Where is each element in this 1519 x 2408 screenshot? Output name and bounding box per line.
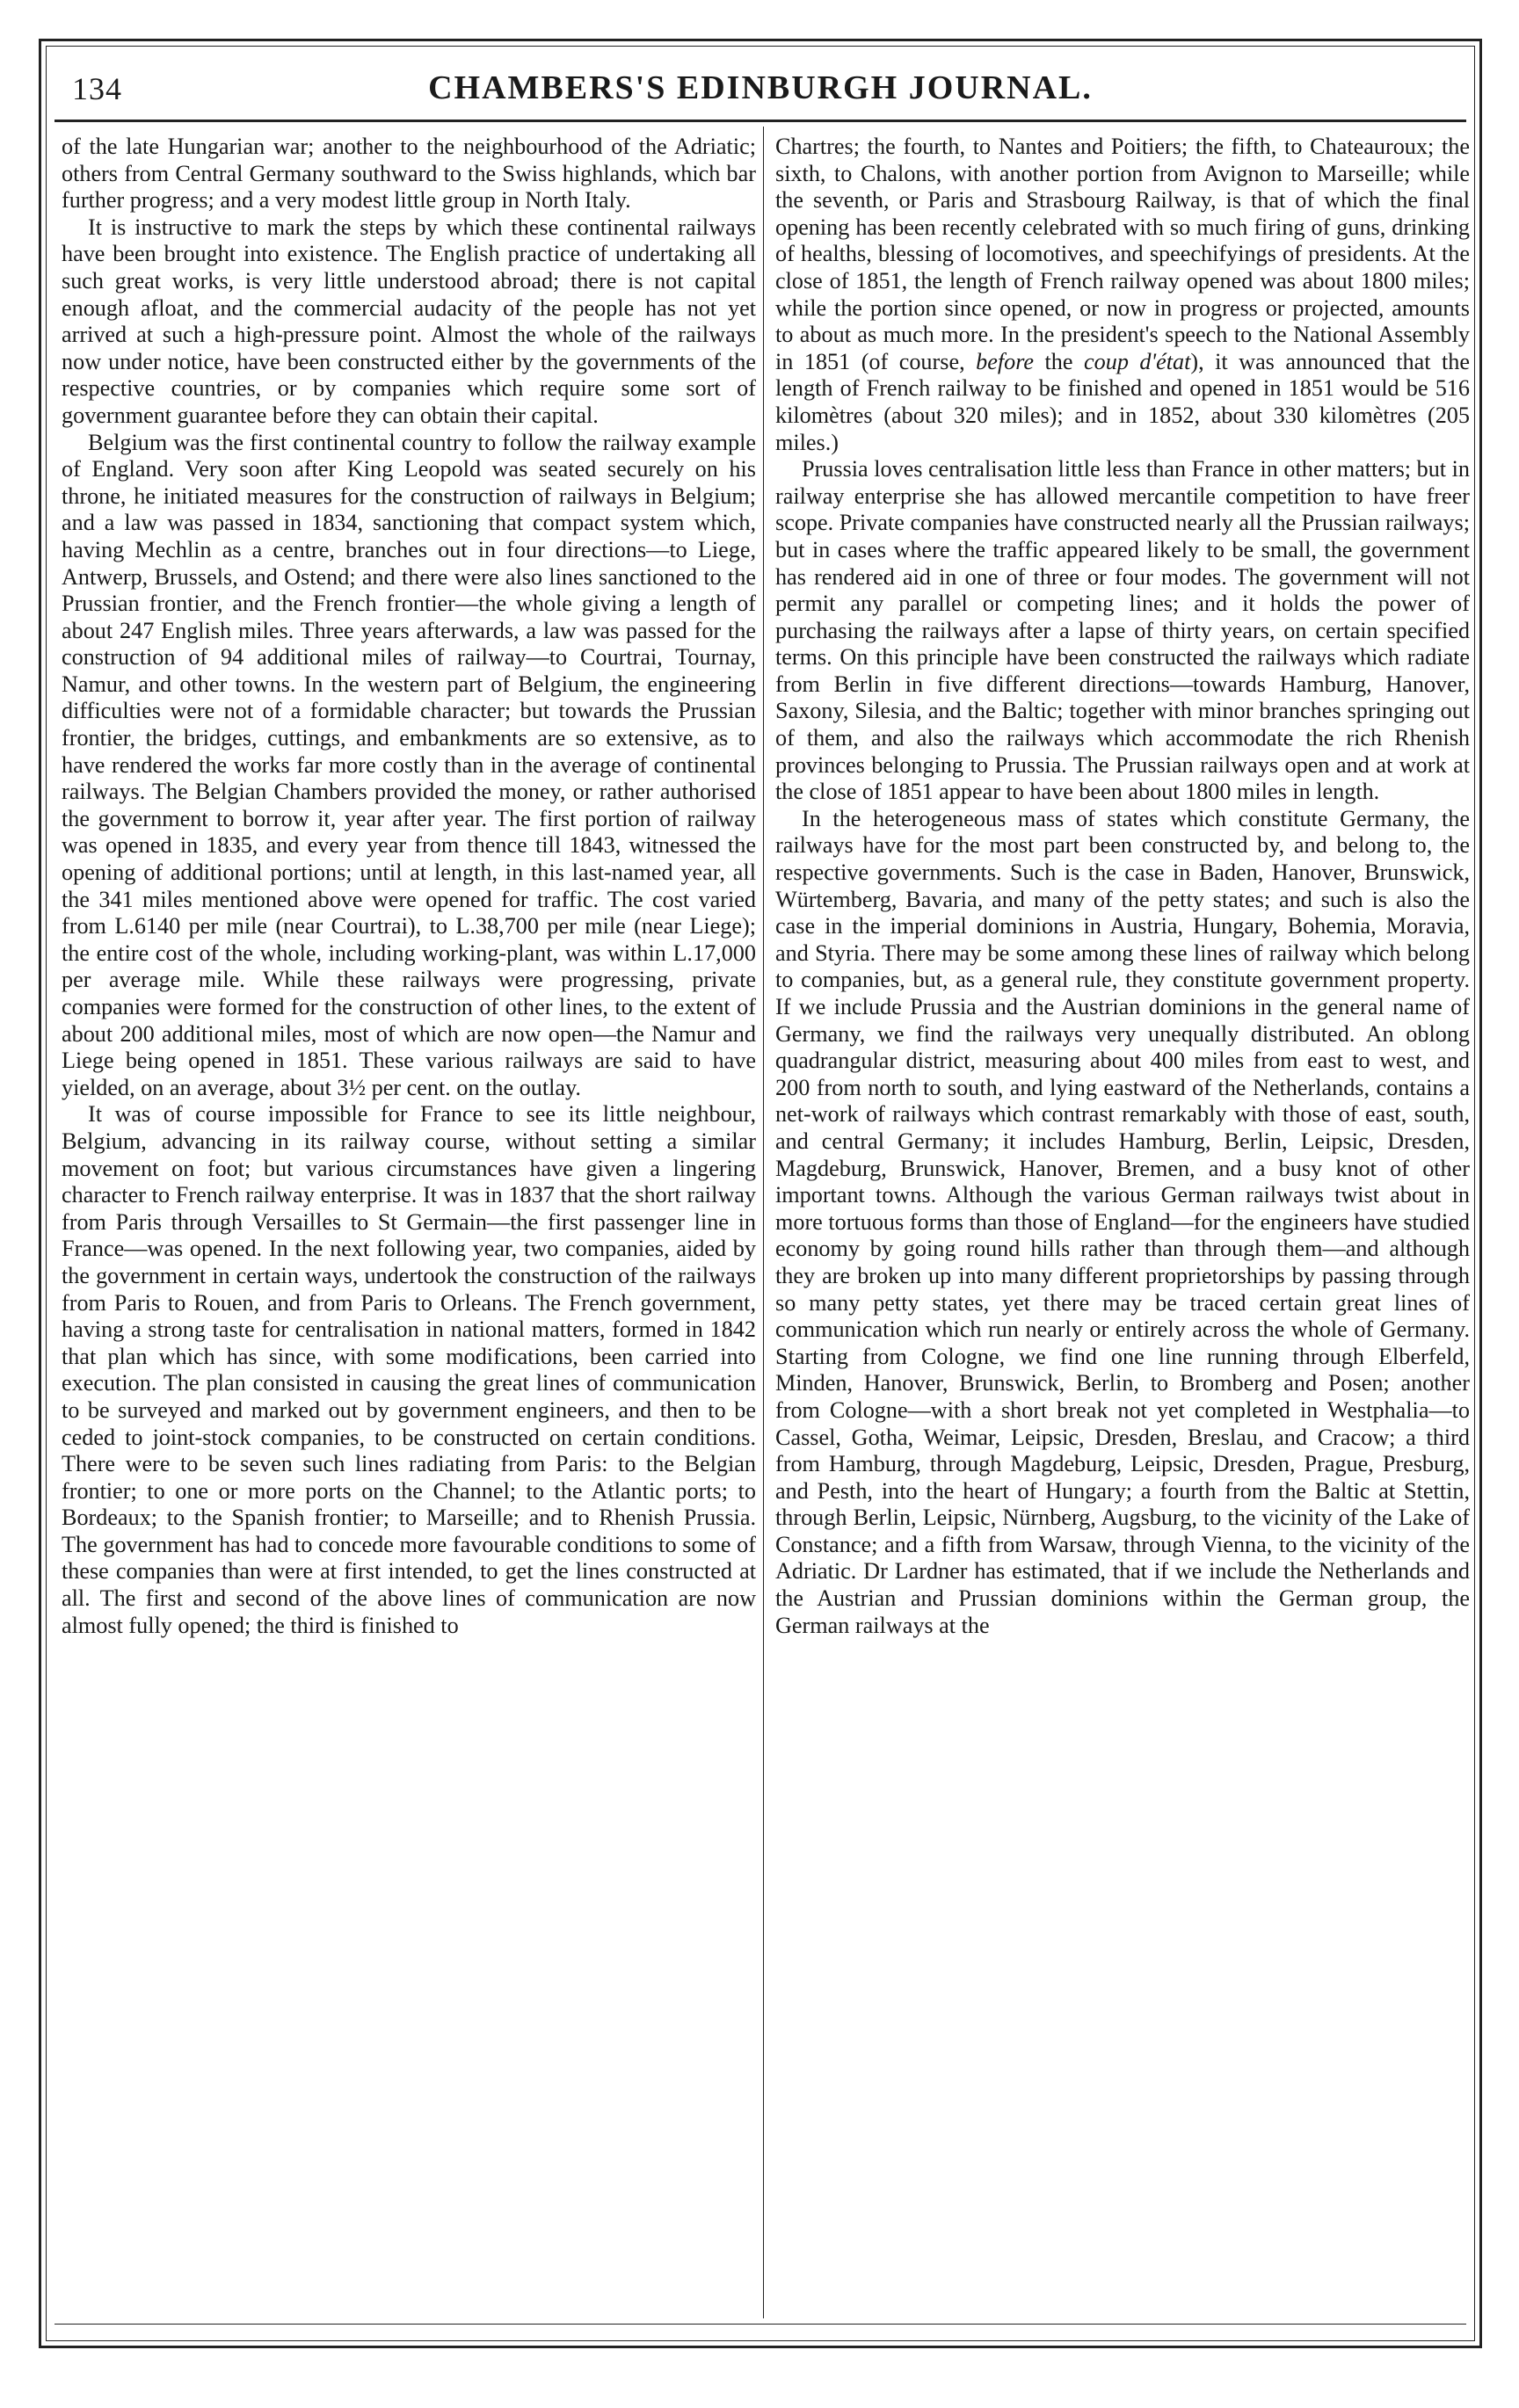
page-number: 134 xyxy=(72,71,122,106)
paragraph: It was of course impossible for France to see its little neighbour, Belgium, advancing in its railway course, without setting a similar movement on foot; but various circumstances have given a lingering character to French railway enterprise. It was in 1837 that the short railway from Paris through Versailles to St Germain—the first passenger line in France—was opened. In the next following year, two companies, aided by the government in certain ways, undertook the construction of the railways from Paris to Rouen, and from Paris to Orleans. The French government, having a strong taste for centralisation in national matters, formed in 1842 that plan which has since, with some modifications, been carried into execution. The plan consisted in causing the great lines of communication to be surveyed and marked out by government engineers, and then to be ceded to joint-stock companies, to be constructed on certain conditions. There were to be seven such lines radiating from Paris: to the Belgian frontier; to one or more ports on the Channel; to the Atlantic ports; to Bordeaux; to the Spanish frontier; to Marseille; and to Rhenish Prussia. The government has had to concede more favourable conditions to some of these companies than were at first intended, to get the lines constructed at all. The first and second of the above lines of communication are now almost fully opened; the third is finished to xyxy=(62,1101,756,1638)
footer-rule xyxy=(55,2324,1466,2325)
paragraph xyxy=(775,134,1470,456)
paragraph: Belgium was the first continental country to follow the railway example of England. Very soon after King Leopold was seated securely on his throne, he initiated measures for the construction of railways in Belgium; and a law was passed in 1834, sanctioning that compact system which, having Mechlin as a centre, branches out in four directions—to Liege, Antwerp, Brussels, and Ostend; and there were also lines sanctioned to the Prussian frontier, and the French frontier—the whole giving a length of about 247 English miles. Three years afterwards, a law was passed for the construction of 94 additional miles of railway—to Courtrai, Tournay, Namur, and other towns. In the western part of Belgium, the engineering difficulties were not of a formidable character; but towards the Prussian frontier, the bridges, cuttings, and embankments are so extensive, as to have rendered the works far more costly than in the average of continental railways. The Belgian Chambers provided the money, or rather authorised the government to borrow it, year after year. The first portion of railway was opened in 1835, and every year from thence till 1843, witnessed the opening of additional portions; until at length, in this last-named year, all the 341 miles mentioned above were opened for traffic. The cost varied from L.6140 per mile (near Courtrai), to L.38,700 per mile (near Liege); the entire cost of the whole, including working-plant, was within L.17,000 per average mile. While these railways were progressing, private companies were formed for the construction of other lines, to the extent of about 200 additional miles, most of which are now open—the Namur and Liege being opened in 1851. These various railways are said to have yielded, on an average, about 3½ per cent. on the outlay. xyxy=(62,429,756,1100)
paragraph: Prussia loves centralisation little less than France in other matters; but in railway enterprise she has allowed mercantile competition to have freer scope. Private companies have constructed nearly all the Prussian railways; but in cases where the traffic appeared likely to be small, the government has rendered aid in one of three or four modes. The government will not permit any parallel or competing lines; and it holds the power of purchasing the railways after a lapse of thirty years, on certain specified terms. On this principle have been constructed the railways which radiate from Berlin in five different directions—towards Hamburg, Hanover, Saxony, Silesia, and the Baltic; together with minor branches springing out of them, and also the railways which accommodate the rich Rhenish provinces belonging to Prussia. The Prussian railways open and at work at the close of 1851 appear to have been about 1800 miles in length. xyxy=(775,456,1470,805)
italic-text: coup d'état xyxy=(1084,348,1191,374)
column-divider xyxy=(763,127,764,2318)
paragraph: of the late Hungarian war; another to the neighbourhood of the Adriatic; others from Central Germany southward to the Swiss highlands, which bar further progress; and a very modest little group in North Italy. xyxy=(62,134,756,214)
left-column xyxy=(62,134,756,2313)
text-run: Chartres; the fourth, to Nantes and Poitiers; the fifth, to Chateauroux; the sixth, to Chalons, with another portion from Avignon to Marseille; while the seventh, or Paris and Strasbourg Railway, is that of which the final opening has been recently celebrated with so much firing of guns, drinking of healths, blessing of locomotives, and speechifyings of presidents. At the close of 1851, the length of French railway opened was about 1800 miles; while the portion since opened, or now in progress or projected, amounts to about as much more. In the president's speech to the National Assembly in 1851 (of course, xyxy=(775,134,1470,374)
italic-text: before xyxy=(976,348,1035,374)
journal-title: CHAMBERS'S EDINBURGH JOURNAL. xyxy=(428,69,1093,106)
page-header xyxy=(55,58,1466,121)
right-column xyxy=(775,134,1470,2313)
header-rule xyxy=(55,121,1466,122)
paragraph: It is instructive to mark the steps by which these continental railways have been brought into existence. The English practice of undertaking all such great works, is very little understood abroad; there is not capital enough afloat, and the commercial audacity of the people has not yet arrived at such a high-pressure point. Almost the whole of the railways now under notice, have been constructed either by the governments of the respective countries, or by companies which require some sort of government guarantee before they can obtain their capital. xyxy=(62,214,756,428)
text-run: the xyxy=(1044,348,1073,374)
text-run: ), it was announced that the length of French railway to be finished and opened in 1851 would be 516 kilomètres (about 320 miles); and in 1852, about 330 kilomètres (205 miles.) xyxy=(775,348,1470,455)
paragraph: In the heterogeneous mass of states which constitute Germany, the railways have for the most part been constructed by, and belong to, the respective governments. Such is the case in Baden, Hanover, Brunswick, Würtemberg, Bavaria, and many of the petty states; and such is also the case in the imperial dominions in Austria, Hungary, Bohemia, Moravia, and Styria. There may be some among these lines of railway which belong to companies, but, as a general rule, they constitute government property. If we include Prussia and the Austrian dominions in the general name of Germany, we find the railways very unequally distributed. An oblong quadrangular district, measuring about 400 miles from east to west, and 200 from north to south, and lying eastward of the Netherlands, contains a net-work of railways which contrast remarkably with those of east, south, and central Germany; it includes Hamburg, Berlin, Leipsic, Dresden, Magdeburg, Brunswick, Hanover, Bremen, and a busy knot of other important towns. Although the various German railways twist about in more tortuous forms than those of England—for the engineers have studied economy by going round hills rather than through them—and although they are broken up into many different proprietorships by passing through so many petty states, yet there may be traced certain great lines of communication which run nearly or entirely across the whole of Germany. Starting from Cologne, we find one line running through Elberfeld, Minden, Hanover, Brunswick, Berlin, to Bromberg and Posen; another from Cologne—with a short break not yet completed in Westphalia—to Cassel, Gotha, Weimar, Leipsic, Dresden, Breslau, and Cracow; a third from Hamburg, through Magdeburg, Leipsic, Dresden, Prague, Presburg, and Pesth, into the heart of Hungary; a fourth from the Baltic at Stettin, through Berlin, Leipsic, Nürnberg, Augsburg, to the vicinity of the Lake of Constance; and a fifth from Warsaw, through Vienna, to the vicinity of the Adriatic. Dr Lardner has estimated, that if we include the Netherlands and the Austrian and Prussian dominions within the German group, the German railways at the xyxy=(775,805,1470,1638)
